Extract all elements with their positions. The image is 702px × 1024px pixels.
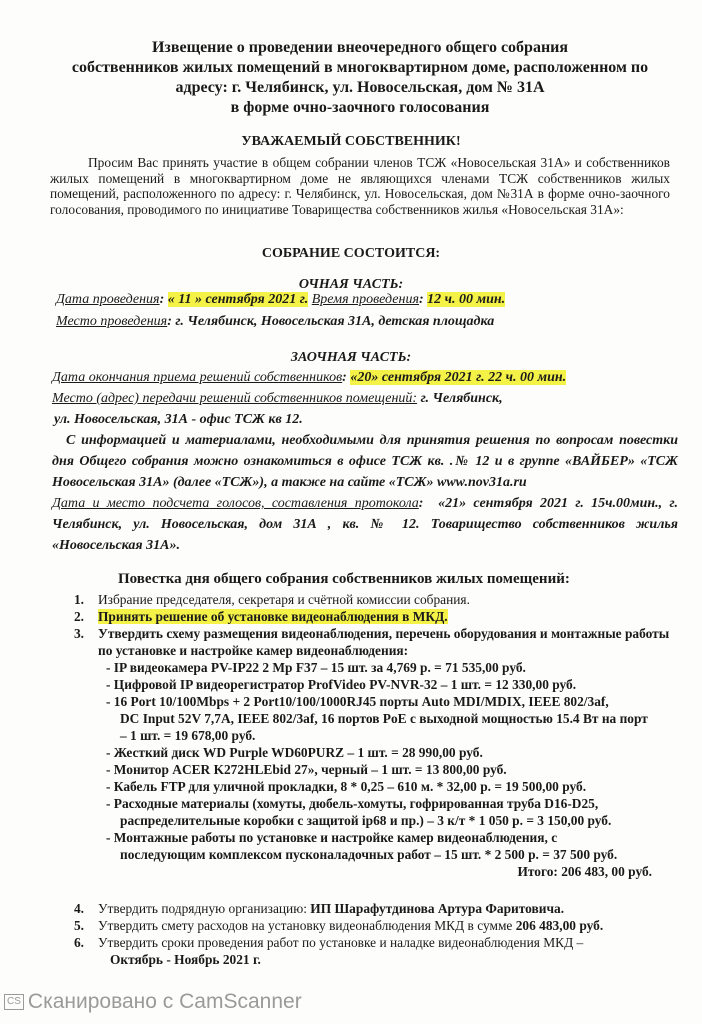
item-text: Утвердить подрядную организацию: [98, 901, 311, 916]
item-text: Принять решение об установке видеонаблюдения в МКД. [98, 609, 448, 624]
line: – 1 шт. = 19 678,00 руб. [120, 728, 256, 743]
date-label: Дата проведения [56, 292, 160, 307]
date-value: « 11 » сентября 2021 г. [167, 292, 309, 307]
agenda-item [60, 900, 680, 917]
agenda-heading: Повестка дня общего собрания собственников жилых помещений: [118, 571, 570, 587]
item-bold: Октябрь - Ноябрь 2021 г. [110, 952, 261, 967]
camscanner-logo-icon: CS [4, 994, 24, 1010]
item-number: 3. [73, 626, 84, 641]
in-person-place: Место проведения: г. Челябинск, Новосельская 31А, детская площадка [56, 314, 495, 329]
agenda-item [60, 917, 680, 934]
title-line: в форме очно-заочного голосования [230, 99, 490, 116]
item-text: Утвердить смету расходов на установку видеонаблюдения МКД в сумме [98, 918, 516, 933]
equipment-item [106, 795, 680, 829]
in-person-heading: ОЧНАЯ ЧАСТЬ: [298, 277, 404, 292]
agenda-item [60, 591, 680, 608]
info-paragraph [52, 430, 678, 493]
equipment-list [86, 659, 680, 863]
item-text: Утвердить сроки проведения работ по установке и наладке видеонаблюдения МКД – [98, 935, 584, 950]
line: - 16 Port 10/100Mbps + 2 Port10/100/1000RJ45 порты Auto MDI/MDIX, IEEE 802/3af, [106, 694, 609, 709]
greeting: УВАЖАЕМЫЙ СОБСТВЕННИК! [241, 134, 461, 149]
in-person-date: Дата проведения: « 11 » сентября 2021 г. Время проведения: 12 ч. 00 мин. [56, 292, 506, 307]
equipment-item: - IP видеокамера PV-IP22 2 Mp F37 – 15 шт. за 4,769 р. = 71 535,00 руб. [106, 660, 526, 675]
equipment-item: - Монитор ACER K272HLEbid 27», черный – 1 шт. = 13 800,00 руб. [106, 762, 507, 777]
camscanner-watermark [4, 990, 302, 1014]
document-title [60, 38, 660, 118]
equipment-item [106, 829, 680, 863]
equipment-item: - Цифровой IP видеорегистратор ProfVideo PV-NVR-32 – 1 шт. = 12 330,00 руб. [106, 677, 577, 692]
line: DC Input 52V 7,7A, IEEE 802/3af, 16 портов PoE с выходной мощностью 15.4 Вт на порт [120, 711, 648, 726]
equipment-item: - Жесткий диск WD Purple WD60PURZ – 1 шт. = 28 990,00 руб. [106, 745, 483, 760]
title-line: Извещение о проведении внеочередного общего собрания [151, 39, 569, 56]
line: последующим комплексом пусконаладочных работ – 15 шт. * 2 500 р. = 37 500 руб. [120, 847, 618, 862]
count-value: «21» сентября 2021 г. 15ч.00мин., г. Челябинск, ул. Новосельская, дом 31А , кв. № 12. Товарищество собственников жилья «Новосельская 31А». [52, 496, 678, 553]
info-text: С информацией и материалами, необходимыми для принятия решения по вопросам повестки дня Общего собрания можно ознакомиться в офисе ТСЖ кв. .№ 12 и в группе «ВАЙБЕР» «ТСЖ Новосельская 31А» (далее «ТСЖ»), а также на сайте «ТСЖ» www.nov31a.ru [52, 433, 678, 490]
deadline-label: Дата окончания приема решений собственников [52, 370, 343, 385]
document-body-flow [0, 349, 702, 968]
item-number: 1. [73, 592, 84, 607]
item-number: 2. [73, 609, 84, 624]
item-text: Утвердить схему размещения видеонаблюдения, перечень оборудования и монтажные работы по установке и настройке камер видеонаблюдения: [98, 626, 670, 658]
equipment-item: - Кабель FTP для уличной прокладки, 8 * 0,25 – 610 м. * 32,00 р. = 19 500,00 руб. [106, 779, 587, 794]
absentee-heading: ЗАОЧНАЯ ЧАСТЬ: [290, 350, 412, 365]
item-text: Избрание председателя, секретаря и счётной комиссии собрания. [98, 592, 470, 607]
watermark-text: Сканировано с CamScanner [27, 990, 302, 1013]
time-value: 12 ч. 00 мин. [427, 292, 506, 307]
count-label: Дата и место подсчета голосов, составления протокола [52, 496, 419, 511]
agenda-item [60, 625, 680, 659]
item-bold: ИП Шарафутдинова Артура Фаритовича. [310, 901, 565, 916]
equipment-item [106, 693, 680, 744]
item-bold: 206 483,00 руб. [515, 918, 604, 933]
place-label: Место (адрес) передачи решений собственников помещений: [52, 391, 418, 406]
total: Итого: 206 483, 00 руб. [517, 864, 652, 879]
item-number: 4. [73, 901, 84, 916]
meeting-heading: СОБРАНИЕ СОСТОИТСЯ: [261, 246, 441, 261]
time-label: Время проведения [311, 292, 419, 307]
count-paragraph: Дата и место подсчета голосов, составления протокола: «21» сентября 2021 г. 15ч.00мин., г. Челябинск, ул. Новосельская, дом 31А , кв. № 12. Товарищество собственников жилья «Новосельская 31А». [52, 496, 678, 553]
agenda-list-cont [60, 900, 680, 968]
place-label: Место проведения [56, 314, 168, 329]
absentee-place [52, 388, 702, 409]
agenda-list [60, 591, 680, 863]
absentee-deadline: Дата окончания приема решений собственников: «20» сентября 2021 г. 22 ч. 00 мин. [52, 370, 567, 385]
title-line: адресу: г. Челябинск, ул. Новосельская, дом № 31А [175, 79, 545, 96]
place-value: г. Челябинск, [420, 391, 503, 406]
place-value: г. Челябинск, Новосельская 31А, детская площадка [175, 314, 495, 329]
line: - Монтажные работы по установке и настройке камер видеонаблюдения, с [106, 830, 558, 845]
title-line: собственников жилых помещений в многоквартирном доме, расположенном по [71, 59, 649, 76]
agenda-item [60, 934, 680, 968]
line: - Расходные материалы (хомуты, дюбель-хомуты, гофрированная труба D16-D25, [106, 796, 599, 811]
absentee-place-cont: ул. Новосельская, 31А - офис ТСЖ кв 12. [54, 412, 303, 427]
item-number: 6. [73, 935, 84, 950]
deadline-value: «20» сентября 2021 г. 22 ч. 00 мин. [350, 370, 567, 385]
intro-paragraph: Просим Вас принять участие в общем собрании членов ТСЖ «Новосельская 31А» и собственников жилых помещений в многоквартирном доме не являющихся членами ТСЖ собственников жилых помещений, расположенного по адресу: г. Челябинск, ул. Новосельская, дом №31А в форме очно-заочного голосования, проводимого по инициативе Товарищества собственников жилья «Новосельская 31А»: [50, 155, 670, 217]
agenda-item [60, 608, 680, 625]
line: распределительные коробки с защитой ip68 и пр.) – 3 к/т * 1 050 р. = 3 150,00 руб. [120, 813, 612, 828]
item-number: 5. [73, 918, 84, 933]
